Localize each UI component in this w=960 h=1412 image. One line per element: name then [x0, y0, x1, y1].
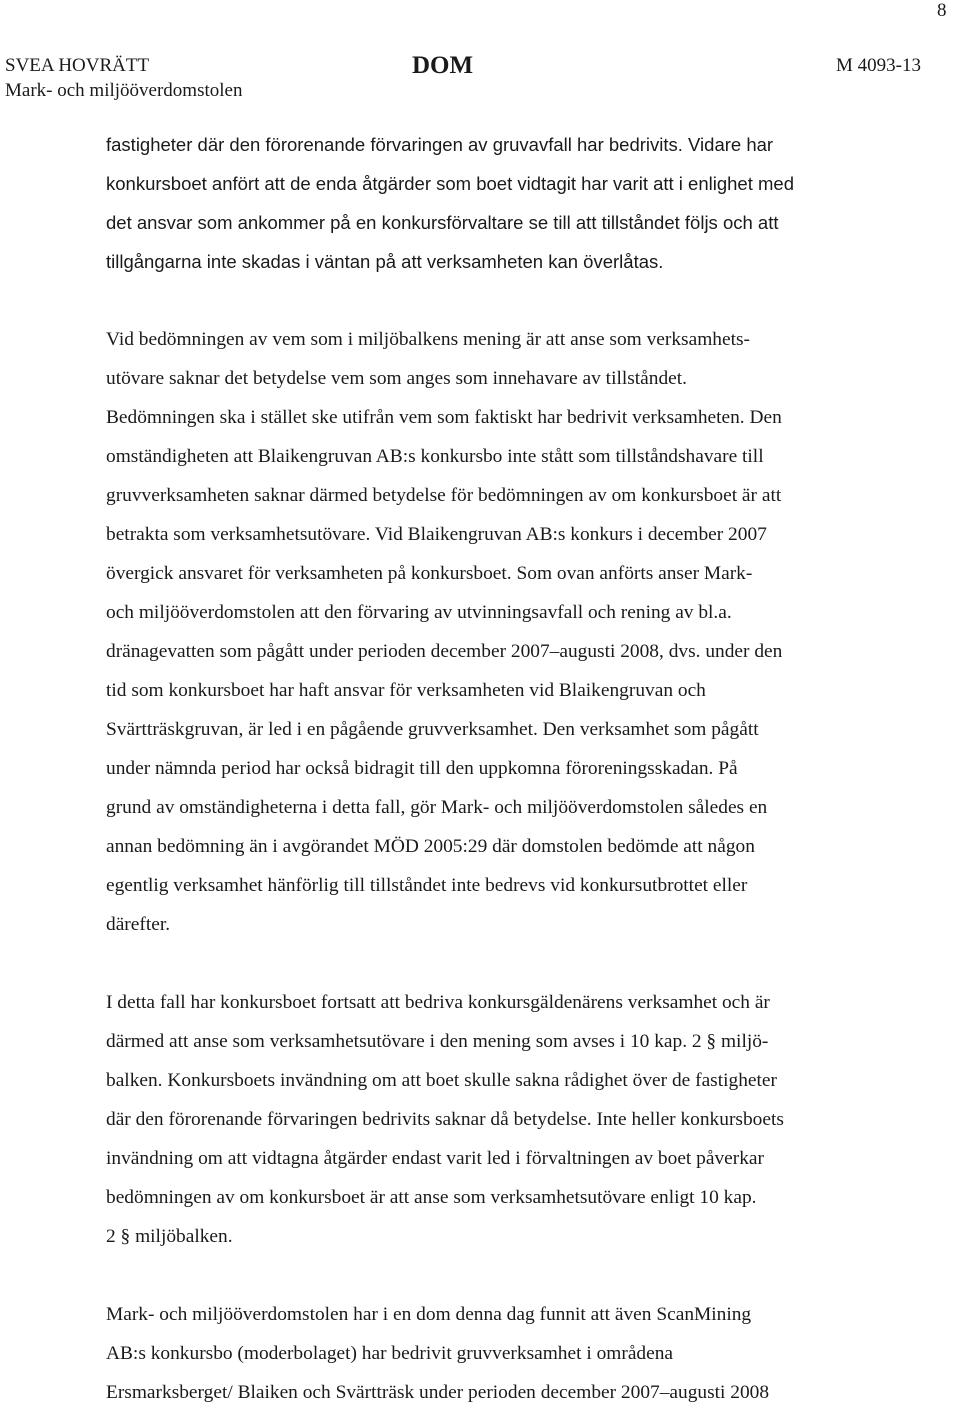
paragraph [106, 320, 906, 944]
text-line: det ansvar som ankommer på en konkursförvaltare se till att tillståndet följs och att [106, 212, 779, 233]
text-line: grund av omständigheterna i detta fall, gör Mark- och miljööverdomstolen således en [106, 797, 768, 818]
paragraph [106, 983, 906, 1256]
text-line: annan bedömning än i avgörandet MÖD 2005:29 där domstolen bedömde att någon [106, 836, 755, 857]
text-line: under nämnda period har också bidragit till den uppkomna föroreningsskadan. På [106, 758, 738, 779]
paragraph-spacer [106, 1256, 906, 1295]
text-line: omständigheten att Blaikengruvan AB:s konkursbo inte stått som tillståndshavare till [106, 446, 764, 467]
text-line: och miljööverdomstolen att den förvaring av utvinningsavfall och rening av bl.a. [106, 602, 732, 623]
text-line: därefter. [106, 914, 171, 935]
text-line: fastigheter där den förorenande förvaringen av gruvavfall har bedrivits. Vidare har [106, 134, 774, 155]
document-header [5, 52, 925, 112]
text-line: balken. Konkursboets invändning om att boet skulle sakna rådighet över de fastigheter [106, 1070, 777, 1091]
paragraph-spacer [106, 281, 906, 320]
court-name: SVEA HOVRÄTT [5, 55, 150, 76]
text-line: invändning om att vidtagna åtgärder endast varit led i förvaltningen av boet påverkar [106, 1148, 764, 1169]
text-line: bedömningen av om konkursboet är att anse som verksamhetsutövare enligt 10 kap. [106, 1187, 757, 1208]
text-line: 2 § miljöbalken. [106, 1226, 233, 1247]
text-line: Bedömningen ska i stället ske utifrån vem som faktiskt har bedrivit verksamheten. Den [106, 407, 782, 428]
paragraph [106, 125, 906, 281]
paragraph-spacer [106, 944, 906, 983]
page-number: 8 [937, 0, 947, 21]
text-line: tid som konkursboet har haft ansvar för verksamheten vid Blaikengruvan och [106, 680, 706, 701]
paragraph [106, 1295, 906, 1412]
text-line: Vid bedömningen av vem som i miljöbalkens mening är att anse som verksamhets- [106, 329, 750, 350]
document-type: DOM [412, 52, 474, 79]
text-line: övergick ansvaret för verksamheten på konkursboet. Som ovan anförts anser Mark- [106, 563, 753, 584]
text-line: dränagevatten som pågått under perioden december 2007–augusti 2008, dvs. under den [106, 641, 783, 662]
text-line: Mark- och miljööverdomstolen har i en dom denna dag funnit att även ScanMining [106, 1304, 752, 1325]
text-line: AB:s konkursbo (moderbolaget) har bedrivit gruvverksamhet i områdena [106, 1343, 674, 1364]
case-number: M 4093-13 [836, 55, 921, 76]
text-line: tillgångarna inte skadas i väntan på att verksamheten kan överlåtas. [106, 251, 664, 272]
document-body [106, 125, 906, 1412]
text-line: gruvverksamheten saknar därmed betydelse för bedömningen av om konkursboet är att [106, 485, 782, 506]
text-line: utövare saknar det betydelse vem som anges som innehavare av tillståndet. [106, 368, 687, 389]
text-line: egentlig verksamhet hänförlig till tillståndet inte bedrevs vid konkursutbrottet eller [106, 875, 748, 896]
text-line: konkursboet anfört att de enda åtgärder som boet vidtagit har varit att i enlighet med [106, 173, 794, 194]
text-line: betrakta som verksamhetsutövare. Vid Blaikengruvan AB:s konkurs i december 2007 [106, 524, 767, 545]
text-line: Svärtträskgruvan, är led i en pågående gruvverksamhet. Den verksamhet som pågått [106, 719, 759, 740]
court-division: Mark- och miljööverdomstolen [5, 80, 243, 101]
text-line: där den förorenande förvaringen bedrivits saknar då betydelse. Inte heller konkursboets [106, 1109, 784, 1130]
text-line: I detta fall har konkursboet fortsatt att bedriva konkursgäldenärens verksamhet och är [106, 992, 770, 1013]
text-line: därmed att anse som verksamhetsutövare i den mening som avses i 10 kap. 2 § miljö- [106, 1031, 769, 1052]
text-line: Ersmarksberget/ Blaiken och Svärtträsk under perioden december 2007–augusti 2008 [106, 1382, 770, 1403]
